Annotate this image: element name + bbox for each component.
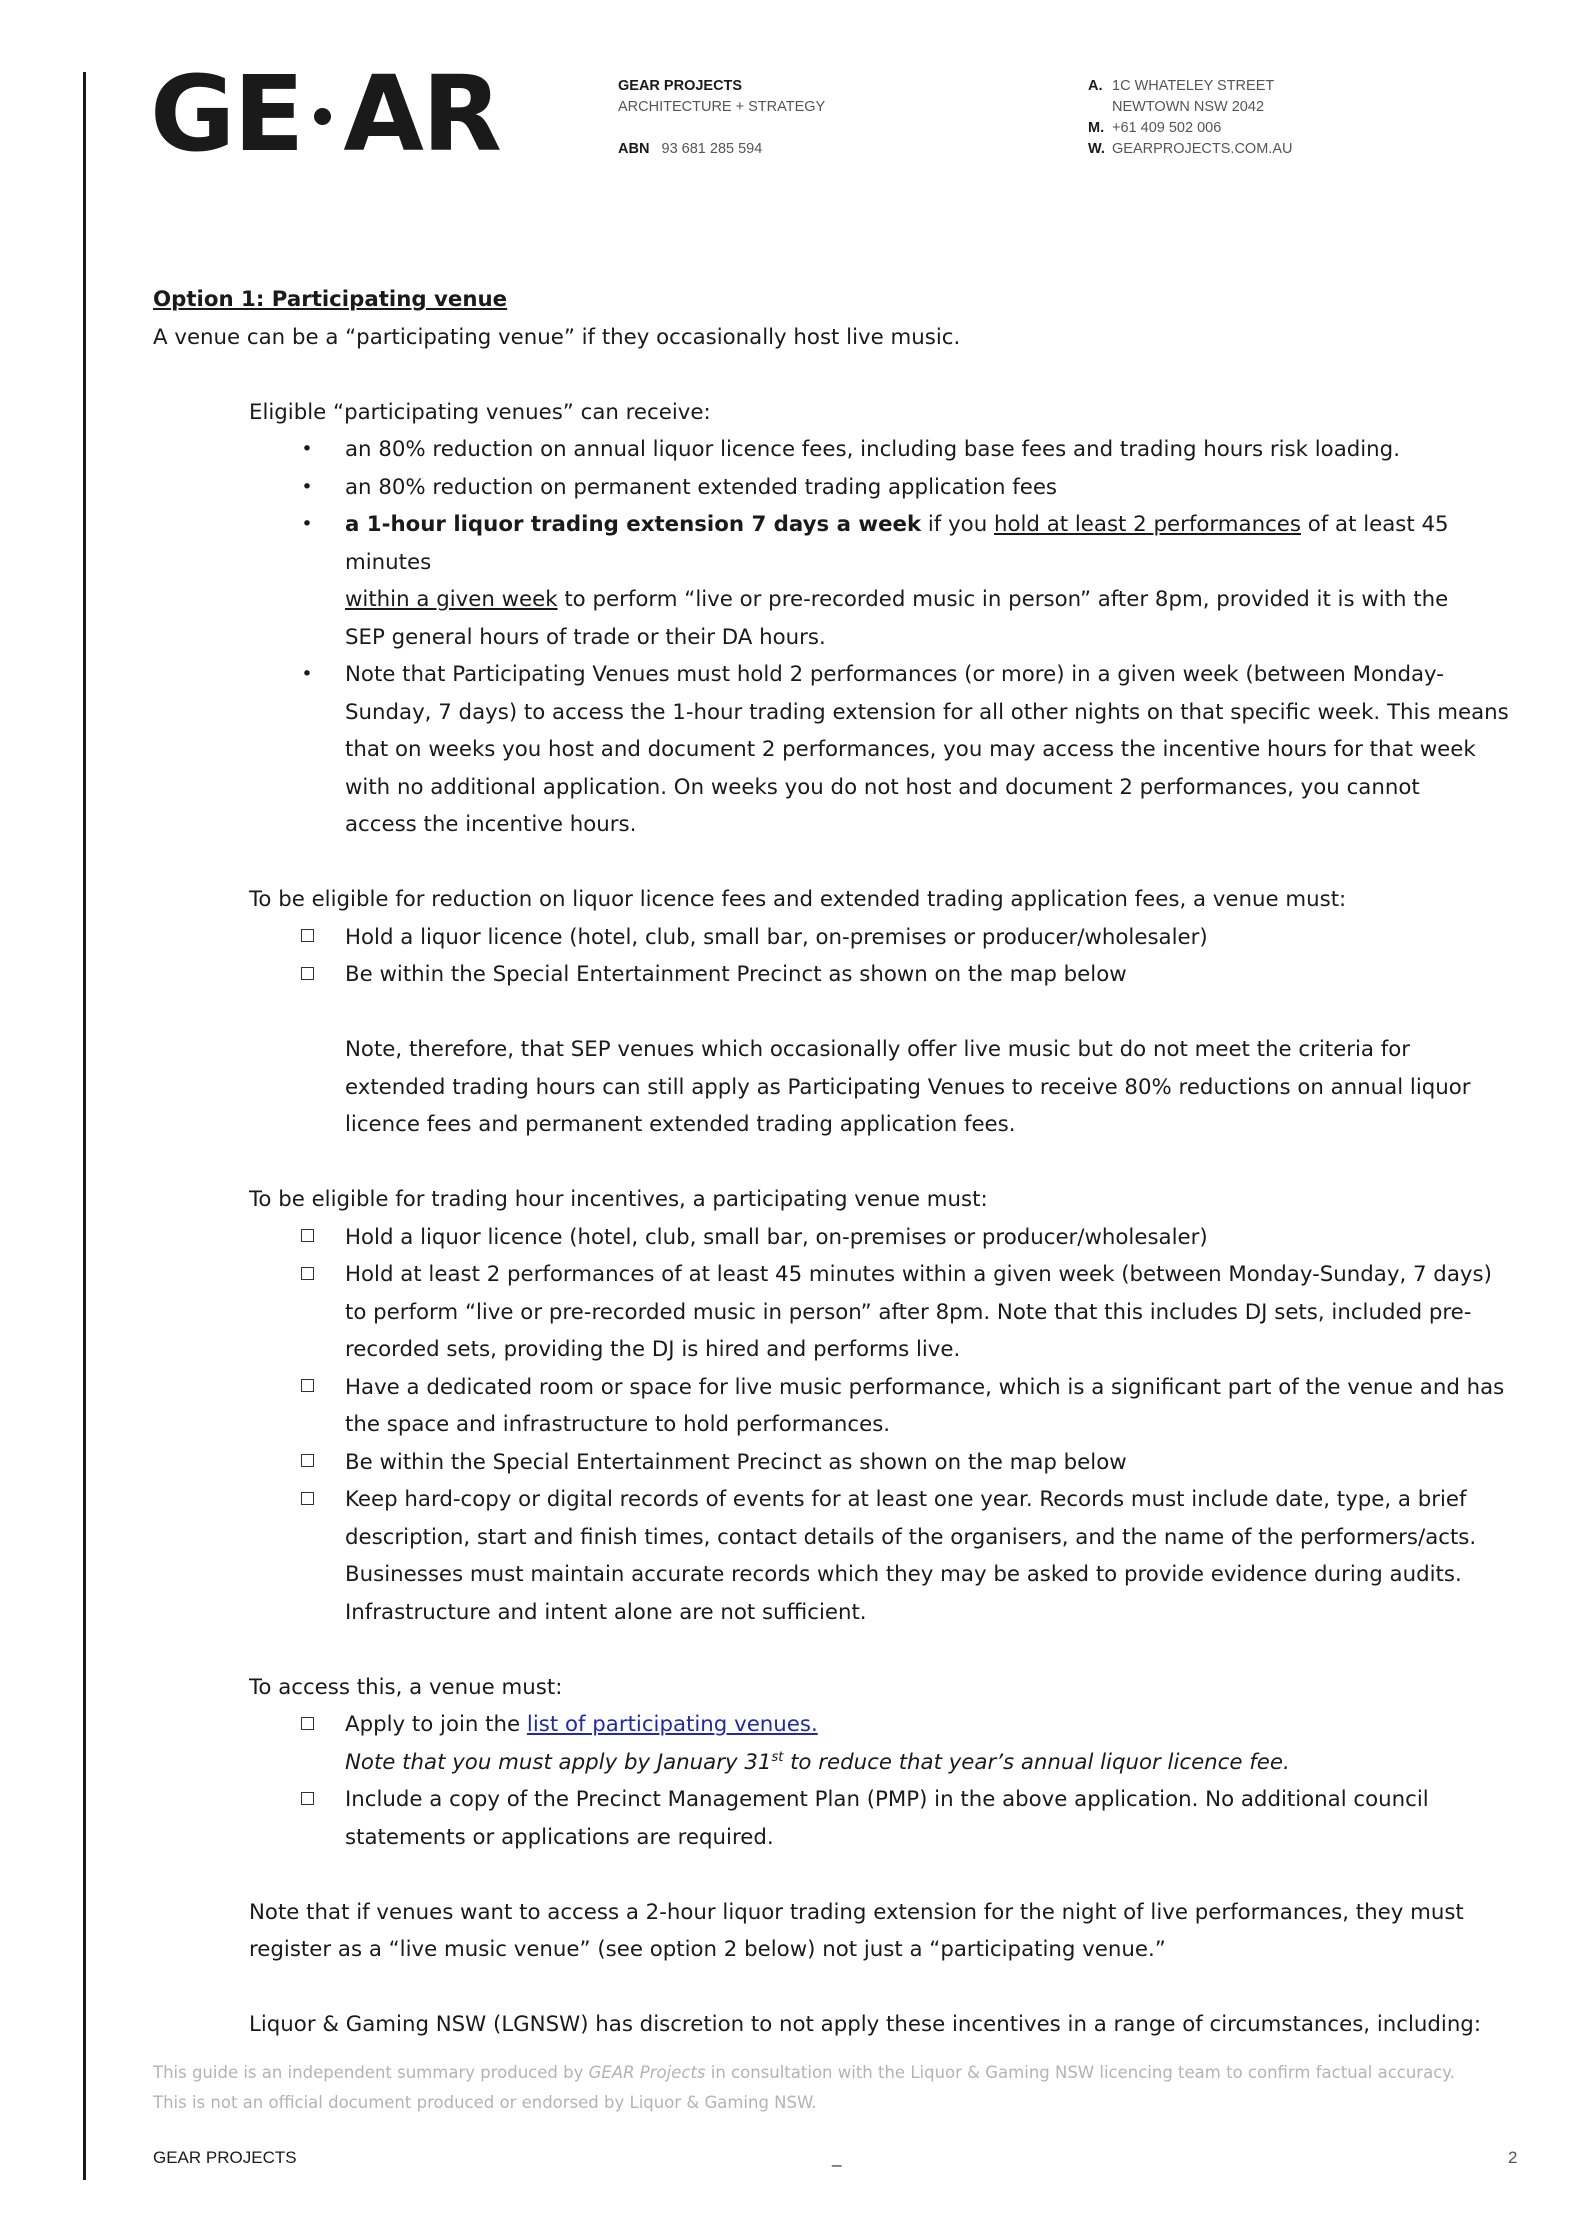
checklist-item: Be within the Special Entertainment Precinct as shown on the map below <box>153 956 1513 994</box>
checklist-item: Keep hard-copy or digital records of events for at least one year. Records must include date, type, a brief description, start and finish times, contact details of the organisers, and the name of the performers/acts. Businesses must maintain accurate records which they may be asked to provide evidence during audits. Infrastructure and intent alone are not sufficient. <box>153 1481 1513 1631</box>
bullet-icon: • <box>301 475 313 498</box>
option-title: Option 1: Participating venue <box>153 287 508 312</box>
bullet-icon: • <box>301 513 313 535</box>
company-info <box>618 76 825 160</box>
list-item: • an 80% reduction on permanent extended trading application fees <box>153 469 1513 507</box>
checkbox-icon <box>301 1717 314 1730</box>
checkbox-icon <box>301 929 314 942</box>
abn: ABN 93 681 285 594 <box>618 141 763 157</box>
logo-dot-icon <box>314 108 331 125</box>
company-tagline: ARCHITECTURE + STRATEGY <box>618 99 826 115</box>
checklist-item: Be within the Special Entertainment Precinct as shown on the map below <box>153 1444 1513 1482</box>
margin-rule <box>83 72 86 2180</box>
checkbox-icon <box>301 967 314 980</box>
checkbox-icon <box>301 1454 314 1467</box>
fees-intro: To be eligible for reduction on liquor licence fees and extended trading application fees, a venue must: <box>249 887 1347 912</box>
list-item: • Note that Participating Venues must hold 2 performances (or more) in a given week (between Monday- Sunday, 7 days) to access the 1-hour trading extension for all other nights on that specific week. This means that on weeks you host and document 2 performances, you may access the incentive hours for that week with no additional application. On weeks you do not host and document 2 performances, you cannot access the incentive hours. <box>153 656 1513 844</box>
page-number: 2 <box>1508 2148 1518 2167</box>
address-line2: NEWTOWN NSW 2042 <box>1112 99 1265 115</box>
company-name: GEAR PROJECTS <box>618 78 743 94</box>
access-intro: To access this, a venue must: <box>249 1674 563 1700</box>
contact-info <box>1088 76 1292 160</box>
checkbox-icon <box>301 1229 314 1242</box>
checklist-item: Apply to join the list of participating venues. Note that you must apply by January 31st to reduce that year’s annual liquor licence fee. <box>153 1706 1513 1781</box>
checkbox-icon <box>301 1379 314 1392</box>
checkbox-icon <box>301 1492 314 1505</box>
intro-text: A venue can be a “participating venue” if they occasionally host live music. <box>153 324 961 350</box>
bullet-icon: • <box>301 438 313 460</box>
checklist-item: Include a copy of the Precinct Management Plan (PMP) in the above application. No additional council statements or applications are required. <box>153 1781 1513 1856</box>
mobile: M. +61 409 502 006 <box>1088 120 1222 136</box>
footer-center: _ <box>832 2148 842 2167</box>
checklist-item: Have a dedicated room or space for live music performance, which is a significant part of the venue and has the space and infrastructure to hold performances. <box>153 1369 1513 1444</box>
fees-note: Note, therefore, that SEP venues which occasionally offer live music but do not meet the criteria for extended trading hours can still apply as Participating Venues to receive 80% reductions on annual liquor licence fees and permanent extended trading application fees. <box>345 1037 1471 1137</box>
hours-intro: To be eligible for trading hour incentives, a participating venue must: <box>249 1187 988 1212</box>
checkbox-icon <box>301 1792 314 1805</box>
apply-deadline-note: Note that you must apply by January 31st to reduce that year’s annual liquor licence fee. <box>345 1749 1290 1775</box>
list-item: • a 1-hour liquor trading extension 7 days a week if you hold at least 2 performances of at least 45 minutes within a given week to perform “live or pre-recorded music in person” after 8pm, provided it is with the SEP general hours of trade or their DA hours. <box>153 506 1513 656</box>
participating-venues-link[interactable]: list of participating venues. <box>526 1712 818 1737</box>
eligible-intro: Eligible “participating venues” can receive: <box>249 399 711 425</box>
gear-logo: GE AR <box>150 53 500 175</box>
address: A. 1C WHATELEY STREET <box>1088 78 1275 94</box>
checklist-item: Hold a liquor licence (hotel, club, small bar, on-premises or producer/wholesaler) <box>153 1219 1513 1257</box>
checklist-item: Hold a liquor licence (hotel, club, small bar, on-premises or producer/wholesaler) <box>153 919 1513 957</box>
checkbox-icon <box>301 1267 314 1280</box>
footer-company: GEAR PROJECTS <box>153 2148 297 2167</box>
website: W. GEARPROJECTS.COM.AU <box>1088 141 1293 157</box>
document-body <box>153 281 1513 2044</box>
list-item: • an 80% reduction on annual liquor licence fees, including base fees and trading hours risk loading. <box>153 431 1513 469</box>
two-hour-note: Note that if venues want to access a 2-hour liquor trading extension for the night of live performances, they must register as a “live music venue” (see option 2 below) not just a “participating venue.” <box>249 1899 1464 1962</box>
bullet-icon: • <box>301 663 313 685</box>
lgnsw-note: Liquor & Gaming NSW (LGNSW) has discretion to not apply these incentives in a range of circumstances, including: <box>249 2012 1482 2037</box>
checklist-item: Hold at least 2 performances of at least 45 minutes within a given week (between Monday-Sunday, 7 days) to perform “live or pre-recorded music in person” after 8pm. Note that this includes DJ sets, included pre- recorded sets, providing the DJ is hired and performs live. <box>153 1256 1513 1369</box>
disclaimer: This guide is an independent summary produced by GEAR Projects in consultation with the Liquor & Gaming NSW licencing team to confirm factual accuracy. This is not an official document produced or endorsed by Liquor & Gaming NSW. <box>153 2063 1455 2112</box>
